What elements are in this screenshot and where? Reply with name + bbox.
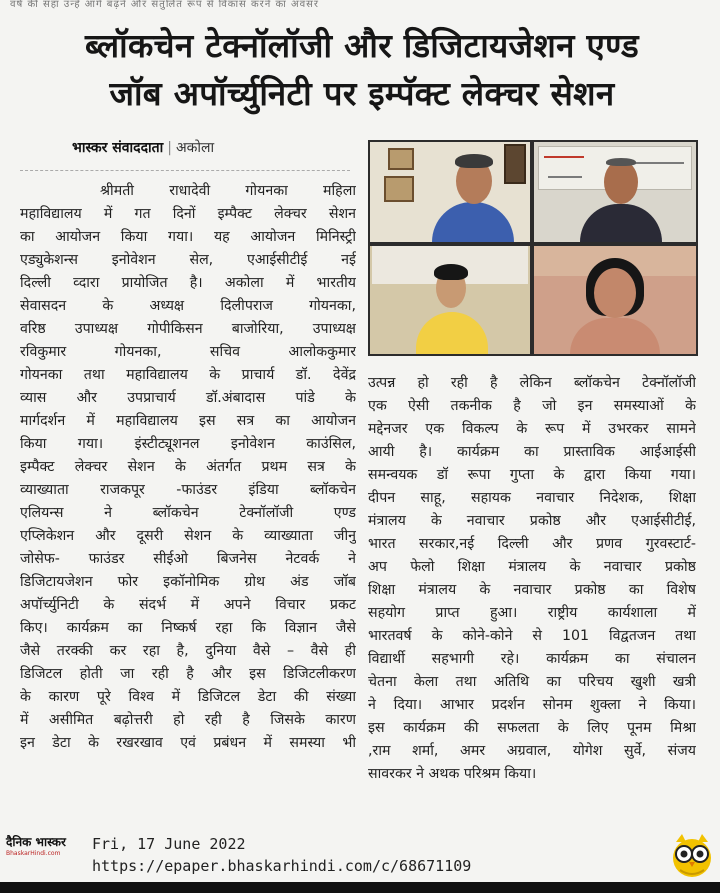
article-line: उत्पन्न हो रही है लेकिन ब्लॉकचेन टेक्नॉलॉजी [368, 375, 696, 391]
article-line: गोयनका तथा महाविद्यालय के प्राचार्य डॉ. देवेंद्र [20, 367, 356, 383]
article-line: एप्लिकेशन और दूसरी सेशन के व्याख्याता जीनु [20, 528, 356, 544]
article-line: में असीमित बढ़ोत्तरी हो रही है जिसके कारण [20, 712, 356, 728]
person-face [594, 268, 636, 318]
person-shirt [416, 312, 488, 354]
participant-tile-1 [370, 142, 530, 242]
article-line: दिल्ली व्दारा प्रायोजित है। अकोला में भारतीय [20, 275, 356, 291]
top-strip-cut-text: वर्ष की सहा उन्हें आगे बढ़ने और संतुलित रूप से विकास करने का अवसर [10, 0, 319, 10]
logo-subtext: BhaskarHindi.com [6, 850, 61, 857]
article-line: मंत्रालय के नवाचार प्रकोष्ठ और एआईसीटीई, [368, 513, 696, 529]
article-line: सेवासदन के अध्यक्ष दिलीपराज गोयनका, [20, 298, 356, 314]
article-line: सहयोग प्राप्त हुआ। राष्ट्रीय कार्यशाला में [368, 605, 696, 621]
article-line: अप फेलो शिक्षा मंत्रालय के नवाचार प्रकोष्ठ [368, 559, 696, 575]
article-line: श्रीमती राधादेवी गोयनका महिला [100, 183, 356, 199]
epaper-url-link[interactable]: https://epaper.bhaskarhindi.com/c/68671109 [92, 857, 472, 875]
article-line: समन्वयक डॉ रूपा गुप्ता के द्वारा किया गया। [368, 467, 696, 483]
wall-frame [384, 176, 414, 202]
article-line: जोसेफ- फाउंडर सीईओ बिजनेस नेटवर्क ने [20, 551, 356, 567]
person-shirt [432, 202, 514, 242]
person-hair [455, 154, 493, 168]
article-line: किए। कार्यक्रम का निष्कर्ष रहा कि विज्ञान जैसे [20, 620, 356, 636]
person-face [604, 160, 638, 204]
article-left-column [20, 180, 356, 755]
article-line: आयी है। कार्यक्रम का प्रास्ताविक आईआईसी [368, 444, 696, 460]
dainik-bhaskar-logo [6, 834, 88, 874]
article-line: डिजिटल होती जा रही है और इस डिजिटलीकरण [20, 666, 356, 682]
article-line: रविकुमार गोयनका, सचिव आलोककुमार [20, 344, 356, 360]
article-line: डिजिटायजेशन फोर इकॉनोमिक ग्रोथ अंड जॉब [20, 574, 356, 590]
article-line: शिक्षा मंत्रालय के नवाचार प्रकोष्ठ का विशेष [368, 582, 696, 598]
article-line: का आयोजन किया गया। यह आयोजन मिनिस्ट्री [20, 229, 356, 245]
article-line: भारत सरकार,नई दिल्ली और प्रणव गुरवस्टार्ट- [368, 536, 696, 552]
byline-divider [20, 170, 350, 171]
article-line: अपॉर्च्युनिटी के संदर्भ में अपने विचार प्रकट [20, 597, 356, 613]
wall-frame [388, 148, 414, 170]
logo-text: दैनिक भास्कर [6, 835, 66, 849]
participant-tile-4 [534, 246, 696, 354]
footer [0, 826, 720, 882]
person-top [570, 318, 660, 354]
bottom-bar [0, 882, 720, 893]
participant-tile-2 [534, 142, 696, 242]
article-line: व्यास और उपप्राचार्य डॉ.अंबादास पांडे के [20, 390, 356, 406]
headline [16, 22, 708, 118]
article-right-column [368, 372, 696, 786]
article-line: विद्यार्थी सहभागी रहे। कार्यक्रम का संचालन [368, 651, 696, 667]
article-line: किया गया। इंस्टीट्यूशनल इनोवेशन काउंसिल, [20, 436, 356, 452]
byline-city: अकोला [175, 140, 215, 156]
video-conference-photo [368, 140, 698, 356]
participant-tile-3 [370, 246, 530, 354]
article-line: चेतना केला तथा अतिथि का परिचय खुशी खत्री [368, 674, 696, 690]
edition-date: Fri, 17 June 2022 [92, 835, 246, 853]
article-line: सावरकर ने अथक परिश्रम किया। [368, 766, 537, 782]
headline-line-2: जॉब अपॉर्च्युनिटी पर इम्पॅक्ट लेक्चर सेशन [109, 74, 615, 113]
article-line: ने दिया। आभार प्रदर्शन सोनम शुक्ला ने किया। [368, 697, 696, 713]
person-suit [580, 204, 662, 242]
article-line: एक ऐसी तकनीक है जो इन समस्याओं के [368, 398, 696, 414]
article-line: एलियन्स ने ब्लॉकचेन टेक्नॉलॉजी एण्ड [20, 505, 356, 521]
article-line: मार्गदर्शन में महाविद्यालय इस सत्र का आयोजन [20, 413, 356, 429]
article-line: महाविद्यालय में गत दिनों इम्पैक्ट लेक्चर सेशन [20, 206, 356, 222]
person-hair [434, 264, 468, 280]
article-line: इम्पैक्ट लेक्चर सेशन के अंतर्गत प्रथम सत्र के [20, 459, 356, 475]
article-line: वरिष्ठ उपाध्यक्ष गोपीकिसन बाजोरिया, उपाध्यक्ष [20, 321, 356, 337]
door [504, 144, 526, 184]
person-hair [606, 158, 636, 166]
article-line: व्याख्याता राजकपूर -फाउंडर इंडिया ब्लॉकचेन [20, 482, 356, 498]
article-line: मद्देनजर एक विकल्प के रूप में उभरकर सामने [368, 421, 696, 437]
article-line: दीपन साहू, सहायक नवाचार निदेशक, शिक्षा [368, 490, 696, 506]
article-line: भारतवर्ष के कोने-कोने से 101 विद्वतजन तथा [368, 628, 696, 644]
article-line: ,राम शर्मा, अमर अग्रवाल, योगेश सुर्वे, संजय [368, 743, 696, 759]
byline-reporter: भास्कर संवाददाता [72, 140, 164, 156]
headline-line-1: ब्लॉकचेन टेक्नॉलॉजी और डिजिटायजेशन एण्ड [85, 26, 639, 65]
article-line: के कारण पूरे विश्व में डिजिटल डेटा की संख्या [20, 689, 356, 705]
article-line: एड्युकेशन्स इनोवेशन सेल, एआईसीटीई नई [20, 252, 356, 268]
article-line: जैसे तरक्की कर रहा है, दुनिया वैसे – वैसे ही [20, 643, 356, 659]
article-line: इन डेटा के रखरखाव एवं प्रबंधन में समस्या भी [20, 735, 356, 751]
owl-icon [670, 832, 714, 878]
byline-separator: | [167, 140, 172, 156]
byline [72, 138, 214, 158]
article-line: इस कार्यक्रम की सफलता के लिए पूनम मिश्रा [368, 720, 696, 736]
